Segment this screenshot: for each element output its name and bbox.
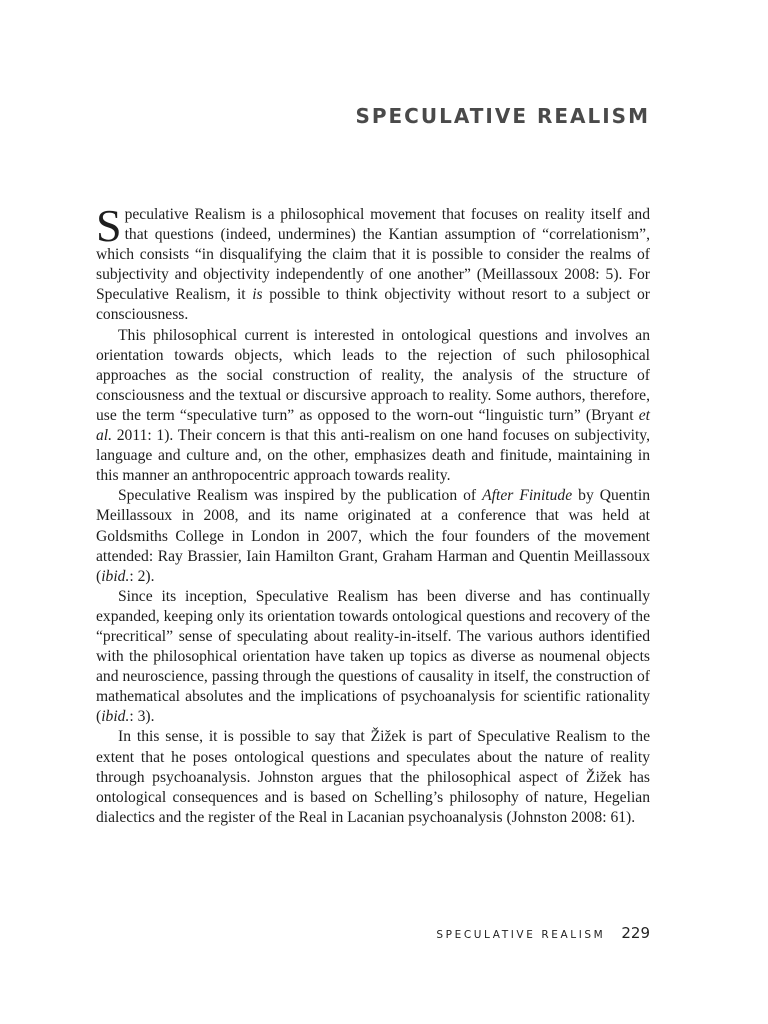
- text-run: 2011: 1). Their concern is that this anti-realism on one hand focuses on subjectivity, language and culture and, on the other, emphasizes death and finitude, maintaining in this manner an anthropocentric approach towards reality.: [96, 427, 650, 485]
- text-run: : 3).: [129, 708, 155, 726]
- paragraph: [96, 486, 650, 586]
- paragraph: [96, 727, 650, 827]
- paragraph: [96, 587, 650, 728]
- italic-text: et al.: [96, 406, 650, 445]
- book-page: [96, 0, 650, 1024]
- text-run: Speculative Realism was inspired by the publication of: [118, 487, 483, 505]
- page-footer: [436, 924, 650, 943]
- paragraph: [96, 326, 650, 487]
- body-text: [96, 200, 650, 828]
- italic-text: is: [252, 286, 263, 304]
- text-run: peculative Realism is a philosophical movement that focuses on reality itself and that questions (indeed, undermines) the Kantian assumption of “correlationism”, which consists “in disqualifying the claim that it is possible to consider the realms of subjectivity and objectivity independently of one another” (Meillassoux 2008: 5). For Speculative Realism, it: [96, 206, 650, 304]
- text-run: by Quentin Meillassoux in 2008, and its name originated at a conference that was held at Goldsmiths College in London in 2007, which the four founders of the movement attended: Ray Brassier, Iain Hamilton Grant, Graham Harman and Quentin Meillassoux (: [96, 487, 650, 585]
- italic-text: ibid.: [101, 567, 130, 585]
- text-run: This philosophical current is interested in ontological questions and involves an orientation towards objects, which leads to the rejection of such philosophical approaches as the social construction of reality, the analysis of the structure of consciousness and the textual or discursive approach to reality. Some authors, therefore, use the term “speculative turn” as opposed to the worn-out “linguistic turn” (Bryant: [96, 326, 650, 424]
- paragraph: [96, 200, 650, 326]
- text-run: : 2).: [129, 567, 155, 585]
- page-number: 229: [621, 924, 650, 942]
- text-run: Since its inception, Speculative Realism has been diverse and has continually expanded, keeping only its orientation towards ontological questions and recovery of the “precritical” sense of speculating about reality-in-itself. The various authors identified with the philosophical orientation have taken up topics as diverse as noumenal objects and neuroscience, passing through the questions of causality in itself, the construction of mathematical absolutes and the implications of psychoanalysis for scientific rationality (: [96, 587, 650, 726]
- text-run: In this sense, it is possible to say that Žižek is part of Speculative Realism to the extent that he poses ontological questions and speculates about the nature of reality through psychoanalysis. Johnston argues that the philosophical aspect of Žižek has ontological consequences and is based on Schelling’s philosophy of nature, Hegelian dialectics and the register of the Real in Lacanian psychoanalysis (Johnston 2008: 61).: [96, 728, 650, 826]
- drop-cap: S: [96, 200, 122, 251]
- italic-text: ibid.: [101, 708, 130, 726]
- text-run: possible to think objectivity without resort to a subject or consciousness.: [96, 286, 650, 324]
- italic-text: After Finitude: [482, 487, 573, 505]
- chapter-heading: SPECULATIVE REALISM: [355, 104, 650, 128]
- running-head: SPECULATIVE REALISM: [436, 929, 606, 941]
